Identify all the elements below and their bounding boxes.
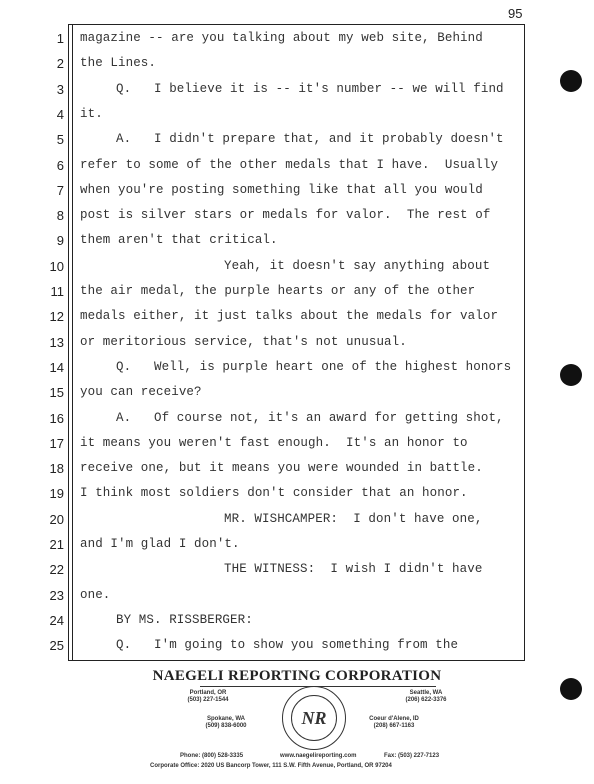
- page-number: 95: [508, 6, 523, 21]
- line-number: 3: [56, 81, 64, 97]
- line-number: 2: [56, 56, 64, 72]
- line-number: 10: [49, 258, 64, 274]
- line-number: 21: [49, 537, 64, 552]
- line-number: 4: [56, 106, 64, 122]
- transcript-line: [0, 380, 524, 405]
- reporter-footer: [0, 662, 594, 784]
- line-text: it means you weren't fast enough. It's an honor to: [80, 435, 468, 450]
- transcript-line: [0, 633, 524, 658]
- office-spokane-phone: (509) 838-6000: [205, 723, 247, 729]
- transcript-line: [0, 228, 524, 253]
- transcript-line: [0, 355, 524, 380]
- line-number: 20: [49, 511, 64, 527]
- transcript-line: [0, 127, 524, 152]
- transcript-line: [0, 153, 524, 178]
- line-text: refer to some of the other medals that I have. Usually: [80, 157, 499, 172]
- line-number: 12: [49, 309, 64, 325]
- line-number: 18: [49, 461, 64, 477]
- office-portland: [168, 690, 248, 704]
- office-portland-city: Portland, OR: [189, 690, 227, 696]
- line-number: 16: [49, 410, 64, 426]
- line-text: you can receive?: [80, 385, 202, 400]
- transcript-line: [0, 254, 524, 279]
- line-number: 6: [56, 157, 64, 173]
- line-text: or meritorious service, that's not unusual.: [80, 334, 407, 349]
- line-text: and I'm glad I don't.: [80, 537, 240, 551]
- line-number: 15: [49, 385, 64, 401]
- punch-hole-middle: [560, 364, 582, 386]
- company-seal-monogram: NR: [291, 695, 337, 741]
- office-seattle-city: Seattle, WA: [409, 690, 443, 696]
- line-text: MR. WISHCAMPER: I don't have one,: [224, 511, 483, 526]
- transcript-line: [0, 26, 524, 51]
- line-number: 11: [50, 284, 64, 299]
- line-text: Q. I believe it is -- it's number -- we will find: [116, 81, 504, 96]
- line-number: 13: [49, 334, 64, 350]
- office-spokane: [186, 716, 266, 730]
- line-text: A. I didn't prepare that, and it probably doesn't: [116, 132, 504, 147]
- footer-fax: Fax: (503) 227-7123: [384, 753, 440, 759]
- transcript-line: [0, 279, 524, 304]
- line-text: it.: [80, 106, 103, 121]
- punch-hole-top: [560, 70, 582, 92]
- office-coeur-phone: (208) 667-1163: [373, 723, 415, 729]
- transcript-frame-top: [68, 24, 525, 25]
- transcript-line: [0, 304, 524, 329]
- transcript-line: [0, 507, 524, 532]
- transcript-line: [0, 583, 524, 608]
- line-number: 22: [49, 562, 64, 578]
- line-text: Q. I'm going to show you something from the: [116, 638, 459, 653]
- line-number: 8: [56, 208, 64, 224]
- transcript-line: [0, 77, 524, 102]
- company-name: NAEGELI REPORTING CORPORATION: [152, 668, 442, 684]
- line-number: 25: [49, 638, 64, 654]
- transcript-line: [0, 102, 524, 127]
- line-text: Q. Well, is purple heart one of the highest honors: [116, 359, 512, 374]
- transcript-line: [0, 557, 524, 582]
- transcript-frame-bottom: [68, 660, 525, 661]
- office-portland-phone: (503) 227-1544: [187, 697, 229, 703]
- transcript-line: [0, 51, 524, 76]
- line-text: the air medal, the purple hearts or any of the other: [80, 284, 476, 298]
- office-spokane-city: Spokane, WA: [206, 716, 245, 722]
- transcript-line: [0, 330, 524, 355]
- footer-website: www.naegelireporting.com: [280, 753, 357, 759]
- transcript-line: [0, 532, 524, 557]
- line-text: medals either, it just talks about the medals for valor: [80, 309, 499, 324]
- line-number: 9: [56, 233, 64, 249]
- line-number: 5: [56, 132, 64, 148]
- line-text: post is silver stars or medals for valor. The rest of: [80, 208, 491, 223]
- line-text: when you're posting something like that all you would: [80, 182, 483, 197]
- line-text: receive one, but it means you were wounded in battle.: [80, 461, 483, 476]
- transcript-line: [0, 178, 524, 203]
- line-text: BY MS. RISSBERGER:: [116, 612, 253, 627]
- line-text: one.: [80, 587, 111, 602]
- line-number: 17: [49, 435, 64, 451]
- line-text: THE WITNESS: I wish I didn't have: [224, 562, 483, 577]
- line-text: Yeah, it doesn't say anything about: [224, 258, 491, 273]
- transcript-line: [0, 608, 524, 633]
- office-coeur-dalene: [354, 716, 434, 730]
- line-number: 7: [56, 182, 64, 198]
- line-text: the Lines.: [80, 56, 157, 71]
- office-seattle-phone: (206) 622-3376: [405, 697, 447, 703]
- transcript-line: [0, 203, 524, 228]
- company-seal-logo: [282, 686, 346, 750]
- footer-corporate-office: Corporate Office: 2020 US Bancorp Tower, 111 S.W. Fifth Avenue, Portland, OR 97204: [150, 763, 392, 769]
- line-number: 14: [49, 359, 64, 375]
- transcript-line: [0, 406, 524, 431]
- transcript-line: [0, 481, 524, 506]
- transcript-line: [0, 456, 524, 481]
- transcript-line: [0, 431, 524, 456]
- office-coeur-city: Coeur d'Alene, ID: [369, 716, 419, 722]
- line-text: magazine -- are you talking about my web site, Behind: [80, 31, 483, 45]
- line-text: I think most soldiers don't consider that an honor.: [80, 486, 468, 501]
- line-number: 24: [49, 612, 64, 628]
- line-text: them aren't that critical.: [80, 233, 278, 248]
- office-seattle: [386, 690, 466, 704]
- line-number: 23: [49, 587, 64, 603]
- line-number: 1: [56, 31, 64, 46]
- line-text: A. Of course not, it's an award for getting shot,: [116, 410, 504, 425]
- transcript-frame-right: [524, 24, 525, 661]
- line-number: 19: [49, 486, 64, 502]
- footer-phone: Phone: (800) 528-3335: [180, 753, 244, 759]
